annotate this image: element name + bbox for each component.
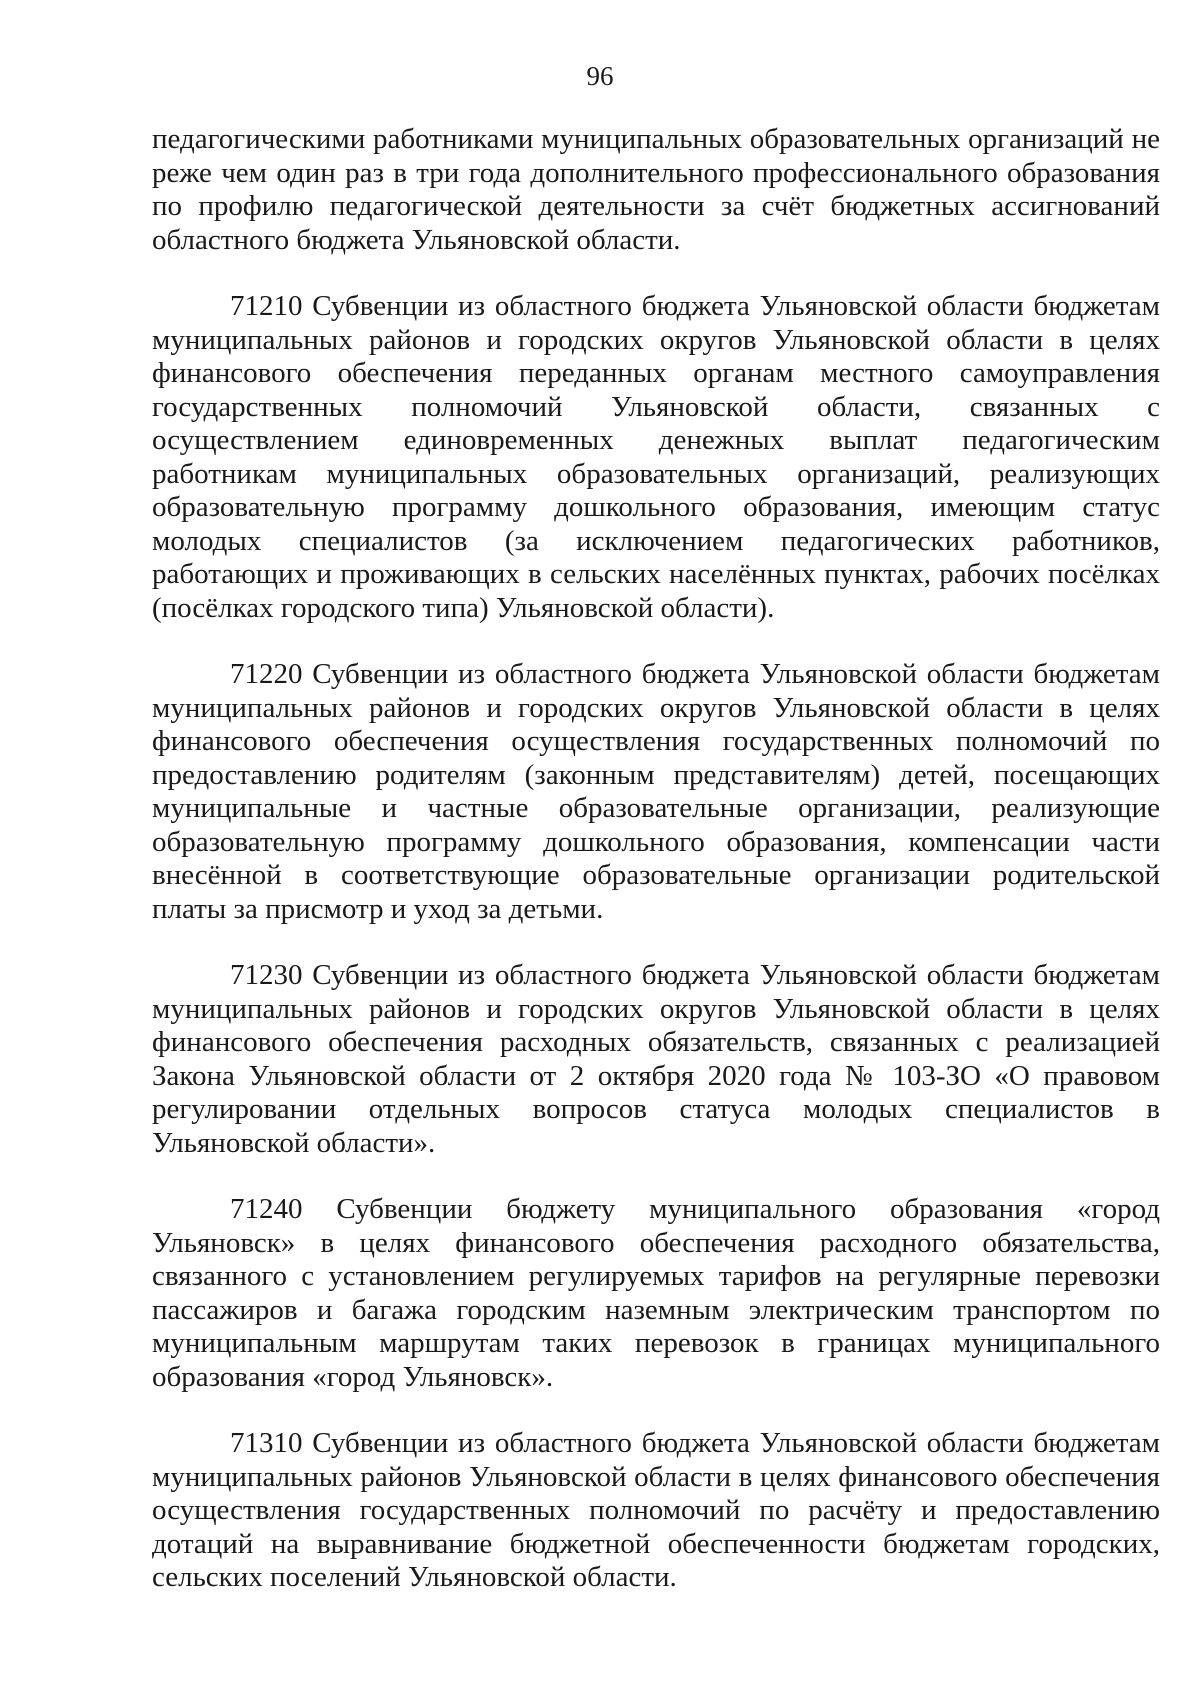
paragraph-gap (152, 257, 1160, 290)
paragraph-gap (152, 625, 1160, 658)
page-number: 96 (586, 61, 614, 91)
paragraph-71210: 71210 Субвенции из областного бюджета Ульяновской области бюджетам муниципальных районов и городских округов Ульяновской области в целях финансового обеспечения переданных органам местного самоуправления государственных полномочий Ульяновской области, связанных с осуществлением единовременных денежных выплат педагогическим работникам муниципальных образовательных организаций, реализующих образовательную программу дошкольного образования, имеющим статус молодых специалистов (за исключением педагогических работников, работающих и проживающих в сельских населённых пунктах, рабочих посёлках (посёлках городского типа) Ульяновской области). (152, 290, 1160, 624)
paragraph-gap (152, 926, 1160, 959)
paragraph-71310: 71310 Субвенции из областного бюджета Ульяновской области бюджетам муниципальных районов Ульяновской области в целях финансового обеспечения осуществления государственных полномочий по расчёту и предоставлению дотаций на выравнивание бюджетной обеспеченности бюджетам городских, сельских поселений Ульяновской области. (152, 1427, 1160, 1593)
paragraph-71230: 71230 Субвенции из областного бюджета Ульяновской области бюджетам муниципальных районов и городских округов Ульяновской области в целях финансового обеспечения расходных обязательств, связанных с реализацией Закона Ульяновской области от 2 октября 2020 года № 103-ЗО «О правовом регулировании отдельных вопросов статуса молодых специалистов в Ульяновской области». (152, 959, 1160, 1159)
paragraph-gap (152, 1394, 1160, 1427)
paragraph-71220: 71220 Субвенции из областного бюджета Ульяновской области бюджетам муниципальных районов и городских округов Ульяновской области в целях финансового обеспечения осуществления государственных полномочий по предоставлению родителям (законным представителям) детей, посещающих муниципальные и частные образовательные организации, реализующие образовательную программу дошкольного образования, компенсации части внесённой в соответствующие образовательные организации родительской платы за присмотр и уход за детьми. (152, 658, 1160, 925)
paragraph-gap (152, 1160, 1160, 1193)
paragraph-71240: 71240 Субвенции бюджету муниципального образования «город Ульяновск» в целях финансового обеспечения расходного обязательства, связанного с установлением регулируемых тарифов на регулярные перевозки пассажиров и багажа городским наземным электрическим транспортом по муниципальным маршрутам таких перевозок в границах муниципального образования «город Ульяновск». (152, 1193, 1160, 1393)
document-body (152, 123, 1160, 1595)
paragraph-continuation: педагогическими работниками муниципальных образовательных организаций не реже чем один раз в три года дополнительного профессионального образования по профилю педагогической деятельности за счёт бюджетных ассигнований областного бюджета Ульяновской области. (152, 123, 1160, 256)
